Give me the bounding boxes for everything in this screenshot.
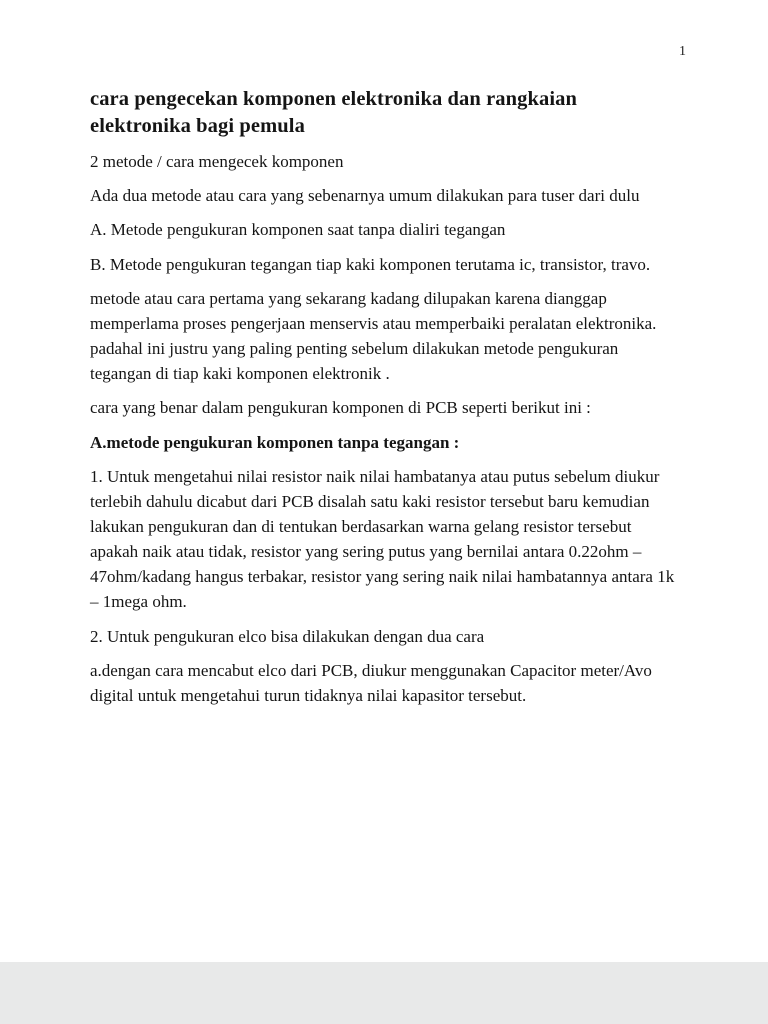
- paragraph-step-2a-elco-method: a.dengan cara mencabut elco dari PCB, diukur menggunakan Capacitor meter/Avo digital untuk mengetahui turun tidaknya nilai kapasitor tersebut.: [90, 660, 652, 705]
- paragraph-first-method-explanation: metode atau cara pertama yang sekarang kadang dilupakan karena dianggap memperlama proses pengerjaan menservis atau memperbaiki peralatan elektronika. padahal ini justru yang paling penting sebelum dilakukan metode pengukuran tegangan di tiap kaki komponen elektronik .: [90, 288, 657, 384]
- paragraph-method-b: B. Metode pengukuran tegangan tiap kaki komponen terutama ic, transistor, travo.: [90, 254, 651, 274]
- paragraph-section-heading-a: A.metode pengukuran komponen tanpa tegangan :: [90, 432, 460, 452]
- paragraph-step-1-resistor: 1. Untuk mengetahui nilai resistor naik nilai hambatanya atau putus sebelum diukur terlebih dahulu dicabut dari PCB disalah satu kaki resistor tersebut baru kemudian lakukan pengukuran dan di tentukan berdasarkan warna gelang resistor tersebut apakah naik atau tidak, resistor yang sering putus yang bernilai antara 0.22ohm – 47ohm/kadang hangus terbakar, resistor yang sering naik nilai hambatannya antara 1k – 1mega ohm.: [90, 466, 675, 612]
- paragraph-intro: Ada dua metode atau cara yang sebenarnya umum dilakukan para tuser dari dulu: [90, 186, 640, 206]
- paragraph-correct-way-intro: cara yang benar dalam pengukuran komponen di PCB seperti berikut ini :: [90, 398, 591, 418]
- paragraph-methods-count: 2 metode / cara mengecek komponen: [90, 152, 344, 172]
- document-title: cara pengecekan komponen elektronika dan rangkaian elektronika bagi pemula: [90, 88, 577, 138]
- paragraph-step-2-elco: 2. Untuk pengukuran elco bisa dilakukan dengan dua cara: [90, 626, 485, 646]
- page-number: 1: [679, 44, 686, 59]
- paragraph-method-a: A. Metode pengukuran komponen saat tanpa dialiri tegangan: [90, 220, 506, 240]
